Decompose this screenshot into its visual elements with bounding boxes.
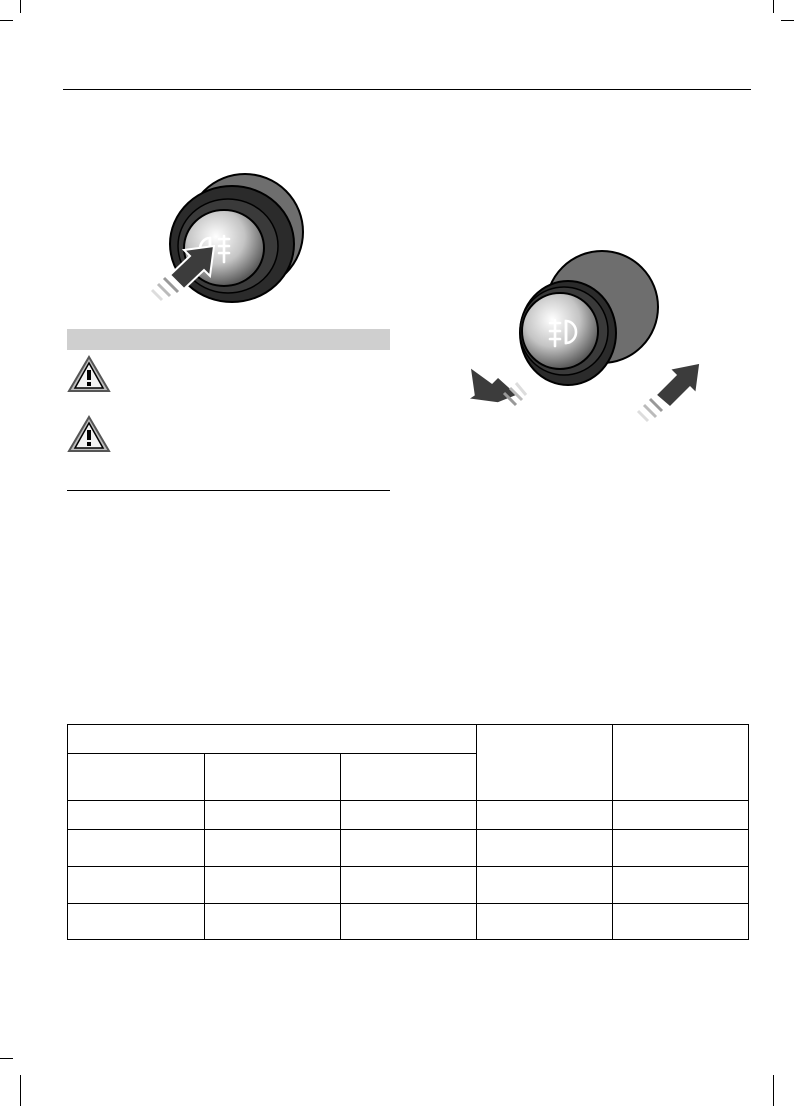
table-subheader-cell [341,754,477,801]
pull-arrow-left [468,367,526,405]
table-header-row [68,725,749,754]
table-cell [341,801,477,830]
crop-mark [781,20,794,21]
table-cell [68,904,205,940]
table-header-cell [477,725,613,801]
crop-mark [773,1075,774,1106]
rear-fog-switch-figure [140,160,320,310]
table-cell [477,801,613,830]
table-cell [613,904,749,940]
crop-mark [20,1075,21,1106]
table-cell [205,867,341,904]
caution-header-bar [67,329,390,350]
table-row [68,801,749,830]
warning-triangle-icon [67,355,111,393]
table-group-header-cell [68,725,477,754]
table-header-cell [613,725,749,801]
front-fog-switch-figure [460,245,710,425]
table-cell [341,830,477,867]
table-cell [477,830,613,867]
table-cell [205,830,341,867]
table-cell [68,801,205,830]
table-cell [613,801,749,830]
table-cell [205,801,341,830]
table-cell [477,904,613,940]
crop-mark [0,20,13,21]
table-row [68,867,749,904]
crop-mark [0,1058,13,1059]
table-cell [205,904,341,940]
pull-arrow-right [638,363,700,421]
table-cell [613,830,749,867]
header-rule [63,89,751,90]
table-row [68,904,749,940]
table-cell [477,867,613,904]
crop-mark [773,0,774,13]
table-subheader-cell [205,754,341,801]
table-cell [68,830,205,867]
table-cell [341,867,477,904]
table-subheader-cell [68,754,205,801]
table-cell [68,867,205,904]
table-row [68,830,749,867]
table-cell [341,904,477,940]
crop-mark [20,0,21,13]
section-divider [67,490,390,491]
table-cell [613,867,749,904]
warning-triangle-icon [67,415,111,453]
lamp-table [67,724,749,940]
